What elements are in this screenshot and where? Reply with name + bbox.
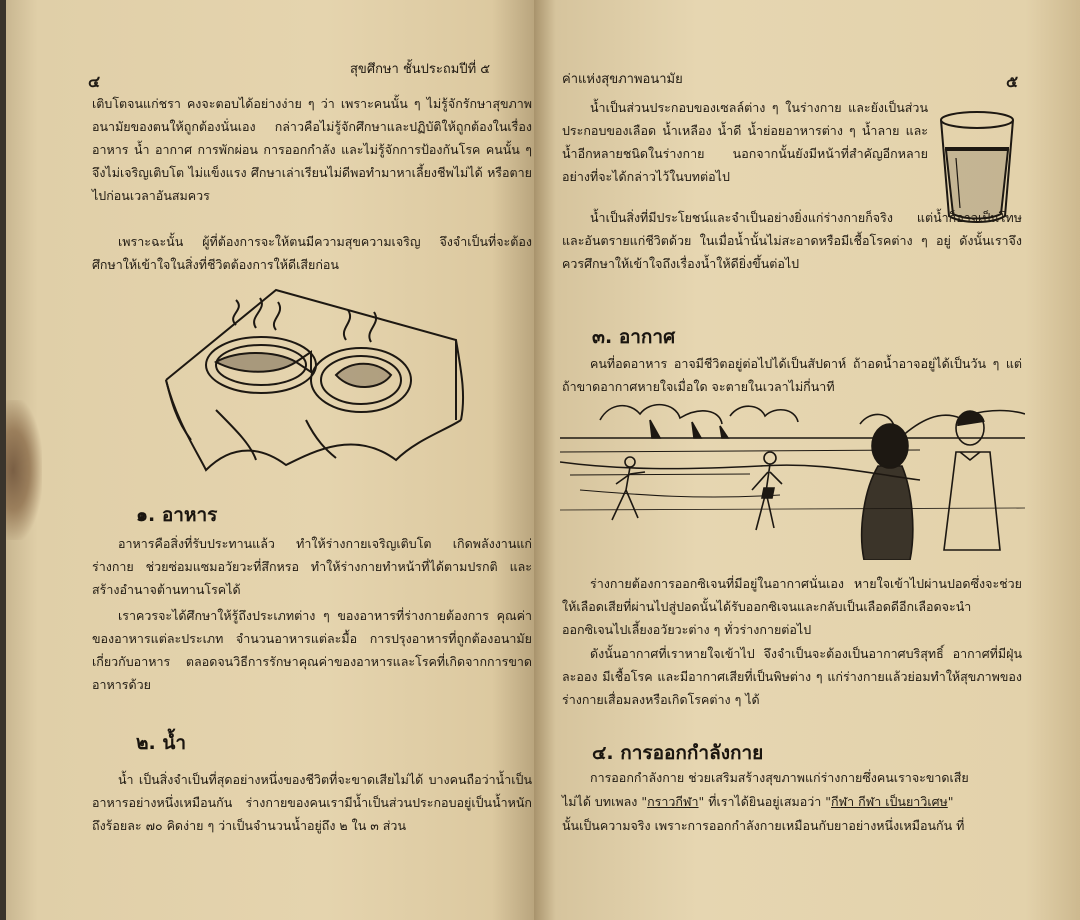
left-page-number: ๔	[88, 72, 101, 91]
intro-paragraph: เติบโตจนแก่ชรา คงจะตอบได้อย่างง่าย ๆ ว่า เพราะคนนั้น ๆ ไม่รู้จักรักษาสุขภาพอนามัยของตนให้ถูกต้องนั่นเอง กล่าวคือไม่รู้จักศึกษาและปฏิบัติให้ถูกต้องในเรื่อง อาหาร น้ำ อากาศ การพักผ่อน การออกกำลัง และไม่รู้จักการป้องกันโรค คนนั้น ๆ จึงไม่เจริญเติบโต ไม่แข็งแรง ศึกษาเล่าเรียนไม่ดีพอทำมาหาเลี้ยงชีพไม่ได้ หรือตายไปก่อนเวลาอันสมควร	[92, 96, 532, 203]
food-table-illustration	[156, 280, 476, 480]
water-paragraph-1: น้ำเป็นส่วนประกอบของเซลล์ต่าง ๆ ในร่างกาย และยังเป็นส่วนประกอบของเลือด น้ำเหลือง น้ำดี น้ำย่อยอาหารต่าง ๆ น้ำลาย และน้ำอีกหลายชนิดในร่างกาย นอกจากนั้นยังมีหน้าที่สำคัญอีกหลายอย่างที่จะได้กล่าวไว้ในบทต่อไป	[562, 100, 928, 184]
song-title: กราวกีฬา	[647, 794, 699, 809]
exercise-line-2-middle: " ที่เราได้ยินอยู่เสมอว่า "	[698, 794, 832, 809]
food-paragraph-1: อาหารคือสิ่งที่รับประทานแล้ว ทำให้ร่างกายเจริญเติบโต เกิดพลังงานแก่ร่างกาย ช่วยซ่อมแซมอวัยวะที่สึกหรอ ทำให้ร่างกายทำหน้าที่ได้ตามปรกติ และสร้างอำนาจต้านทานโรคได้	[92, 536, 532, 597]
right-page	[534, 0, 1080, 920]
air-paragraph-2: ร่างกายต้องการออกซิเจนที่มีอยู่ในอากาศนั่นเอง หายใจเข้าไปผ่านปอดซึ่งจะช่วยให้เลือดเสียที่ผ่านไปสู่ปอดนั้นได้รับออกซิเจนและกลับเป็นเลือดดีอีกเลือดจะนำออกซิเจนไปเลี้ยงอวัยวะต่าง ๆ ทั่วร่างกายต่อไป	[562, 576, 1022, 637]
right-page-number: ๕	[1006, 72, 1019, 91]
exercise-line-2-end: "	[947, 794, 954, 809]
food-paragraph-2: เราควรจะได้ศึกษาให้รู้ถึงประเภทต่าง ๆ ของอาหารที่ร่างกายต้องการ คุณค่าของอาหารแต่ละประเภท จำนวนอาหารแต่ละมื้อ การปรุงอาหารที่ถูกต้องอนามัยเกี่ยวกับอาหาร ตลอดจนวิธีการรักษาคุณค่าของอาหารและโรคที่เกิดจากการขาดอาหารด้วย	[92, 608, 532, 692]
left-page-header: สุขศึกษา ชั้นประถมปีที่ ๕	[350, 62, 491, 77]
second-paragraph: เพราะฉะนั้น ผู้ที่ต้องการจะให้ตนมีความสุขความเจริญ จึงจำเป็นที่จะต้องศึกษาให้เข้าใจในสิ่งที่ชีวิตต้องการให้ดีเสียก่อน	[92, 234, 532, 272]
exercise-line-2	[562, 790, 1032, 813]
beach-illustration	[560, 400, 1025, 560]
air-heading: ๓. อากาศ	[592, 326, 676, 348]
exercise-line-1: การออกกำลังกาย ช่วยเสริมสร้างสุขภาพแก่ร่างกายซึ่งคนเราจะขาดเสีย	[590, 770, 969, 785]
page-stain	[6, 400, 42, 540]
air-paragraph-3: ดังนั้นอากาศที่เราหายใจเข้าไป จึงจำเป็นจะต้องเป็นอากาศบริสุทธิ์ อากาศที่มีฝุ่นละออง มีเชื้อโรค และมีอากาศเสียที่เป็นพิษต่าง ๆ แก่ร่างกายแล้วย่อมทำให้สุขภาพของร่างกายเสื่อมลงหรือเกิดโรคต่าง ๆ ได้	[562, 646, 1022, 707]
right-page-top-line: ค่าแห่งสุขภาพอนามัย	[562, 72, 683, 87]
food-heading: ๑. อาหาร	[136, 504, 218, 526]
air-paragraph-1: คนที่อดอาหาร อาจมีชีวิตอยู่ต่อไปได้เป็นสัปดาห์ ถ้าอดน้ำอาจอยู่ได้เป็นวัน ๆ แต่ถ้าขาดอากาศหายใจเมื่อใด จะตายในเวลาไม่กี่นาที	[562, 356, 1022, 394]
water-heading: ๒. น้ำ	[136, 732, 187, 754]
water-paragraph-2: น้ำเป็นสิ่งที่มีประโยชน์และจำเป็นอย่างยิ่งแก่ร่างกายก็จริง แต่น้ำก็อาจเป็นโทษและอันตรายแก่ชีวิตด้วย ในเมื่อน้ำนั้นไม่สะอาดหรือมีเชื้อโรคต่าง ๆ อยู่ ดังนั้นเราจึงควรศึกษาให้เข้าใจถึงเรื่องน้ำให้ดียิ่งขึ้นต่อไป	[562, 210, 1022, 271]
left-page	[6, 0, 534, 920]
water-paragraph: น้ำ เป็นสิ่งจำเป็นที่สุดอย่างหนึ่งของชีวิตที่จะขาดเสียไม่ได้ บางคนถือว่าน้ำเป็นอาหารอย่างหนึ่งเหมือนกัน ร่างกายของคนเรามีน้ำเป็นส่วนประกอบอยู่เป็นน้ำหนักถึงร้อยละ ๗๐ คิดง่าย ๆ ว่าเป็นจำนวนน้ำอยู่ถึง ๒ ใน ๓ ส่วน	[92, 772, 532, 833]
exercise-line-3: นั้นเป็นความจริง เพราะการออกกำลังกายเหมือนกับยาอย่างหนึ่งเหมือนกัน ที่	[562, 818, 965, 833]
sports-quote: กีฬา กีฬา เป็นยาวิเศษ	[831, 794, 948, 809]
exercise-heading: ๔. การออกกำลังกาย	[592, 742, 764, 764]
exercise-line-2-start: ไม่ได้ บทเพลง "	[562, 794, 648, 809]
